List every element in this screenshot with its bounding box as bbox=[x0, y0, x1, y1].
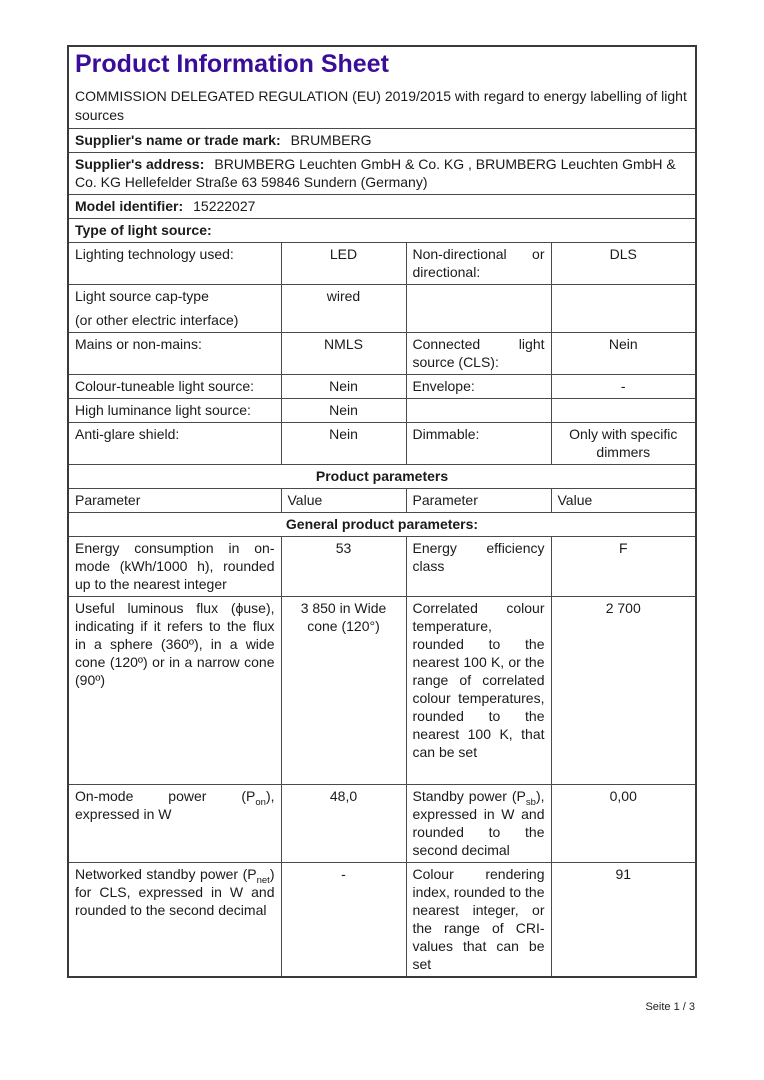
table-row bbox=[68, 243, 696, 285]
value-cell: 53 bbox=[281, 537, 406, 597]
value-cell: 0,00 bbox=[551, 785, 696, 863]
value-cell: DLS bbox=[551, 243, 696, 285]
param-cell: Anti-glare shield: bbox=[68, 423, 281, 465]
param-text: Standby power (P bbox=[412, 788, 526, 804]
value-cell: 48,0 bbox=[281, 785, 406, 863]
product-parameters-heading-row bbox=[68, 465, 696, 489]
table-row bbox=[68, 863, 696, 978]
type-of-light-source-heading: Type of light source: bbox=[68, 219, 696, 243]
supplier-address-label: Supplier's address: bbox=[75, 156, 205, 172]
model-identifier-cell bbox=[68, 195, 696, 219]
table-row bbox=[68, 399, 696, 423]
supplier-name-row bbox=[68, 129, 696, 153]
column-header-value-2: Value bbox=[551, 489, 696, 513]
param-cell: Lighting technology used: bbox=[68, 243, 281, 285]
param-cell: Colour-tuneable light source: bbox=[68, 375, 281, 399]
value-cell: Nein bbox=[281, 375, 406, 399]
value-cell: 2 700 bbox=[551, 597, 696, 785]
value-cell: Nein bbox=[551, 333, 696, 375]
param-cell bbox=[68, 863, 281, 978]
table-row bbox=[68, 597, 696, 785]
param-cell bbox=[68, 285, 281, 333]
value-cell: 91 bbox=[551, 863, 696, 978]
param-cell: Energy efficiency class bbox=[406, 537, 551, 597]
column-header-parameter-1: Parameter bbox=[68, 489, 281, 513]
param-text: Networked standby power (P bbox=[75, 866, 257, 882]
param-cell bbox=[406, 785, 551, 863]
product-parameters-heading: Product parameters bbox=[68, 465, 696, 489]
model-identifier-label: Model identifier: bbox=[75, 198, 184, 214]
param-subscript: sb bbox=[525, 796, 536, 808]
title-cell bbox=[68, 46, 696, 129]
product-information-sheet bbox=[67, 45, 695, 978]
regulation-subtitle: COMMISSION DELEGATED REGULATION (EU) 2019/2015 with regard to energy labelling of light sources bbox=[75, 88, 687, 123]
column-header-parameter-2: Parameter bbox=[406, 489, 551, 513]
value-cell: Nein bbox=[281, 423, 406, 465]
model-identifier-row bbox=[68, 195, 696, 219]
table-row bbox=[68, 333, 696, 375]
supplier-address-row bbox=[68, 153, 696, 195]
table-row bbox=[68, 785, 696, 863]
type-heading-row bbox=[68, 219, 696, 243]
param-cell: Colour rendering index, rounded to the nearest integer, or the range of CRI-values that can be set bbox=[406, 863, 551, 978]
table-row bbox=[68, 375, 696, 399]
param-cell bbox=[68, 785, 281, 863]
table-row bbox=[68, 423, 696, 465]
value-cell: NMLS bbox=[281, 333, 406, 375]
supplier-address-value: BRUMBERG Leuchten GmbH & Co. KG , BRUMBERG Leuchten GmbH & Co. KG Hellefelder Straße 63 59846 Sundern (Germany) bbox=[75, 156, 676, 190]
param-cell bbox=[406, 399, 551, 423]
param-cell bbox=[406, 285, 551, 333]
value-cell: F bbox=[551, 537, 696, 597]
param-text: ) for CLS, expressed in W and rounded to the second decimal bbox=[75, 866, 275, 918]
product-info-table bbox=[67, 45, 697, 978]
column-header-value-1: Value bbox=[281, 489, 406, 513]
value-cell: LED bbox=[281, 243, 406, 285]
param-cell: Envelope: bbox=[406, 375, 551, 399]
param-cell: Mains or non-mains: bbox=[68, 333, 281, 375]
param-cell: Useful luminous flux (ϕuse), indicating if it refers to the flux in a sphere (360º), in a wide cone (120º) or in a narrow cone (90º) bbox=[68, 597, 281, 785]
table-row bbox=[68, 537, 696, 597]
param-cell: Dimmable: bbox=[406, 423, 551, 465]
value-cell: Only with specific dimmers bbox=[551, 423, 696, 465]
param-text: ), expressed in W bbox=[75, 788, 275, 822]
supplier-name-value: BRUMBERG bbox=[290, 132, 372, 148]
param-cell: Non-directional or directional: bbox=[406, 243, 551, 285]
value-cell: - bbox=[281, 863, 406, 978]
value-cell: - bbox=[551, 375, 696, 399]
supplier-name-label: Supplier's name or trade mark: bbox=[75, 132, 281, 148]
general-product-parameters-heading: General product parameters: bbox=[68, 513, 696, 537]
page-number: Seite 1 / 3 bbox=[645, 1001, 695, 1013]
value-cell bbox=[551, 399, 696, 423]
supplier-name-cell bbox=[68, 129, 696, 153]
value-cell: Nein bbox=[281, 399, 406, 423]
title-row bbox=[68, 46, 696, 129]
cap-type-line1: Light source cap-type bbox=[75, 288, 209, 304]
value-cell: 3 850 in Wide cone (120°) bbox=[281, 597, 406, 785]
model-identifier-value: 15222027 bbox=[193, 198, 256, 214]
value-cell bbox=[551, 285, 696, 333]
param-cell: Energy consumption in on-mode (kWh/1000 h), rounded up to the nearest integer bbox=[68, 537, 281, 597]
column-header-row bbox=[68, 489, 696, 513]
param-text: On-mode power (P bbox=[75, 788, 256, 804]
param-subscript: net bbox=[256, 874, 270, 886]
param-cell: High luminance light source: bbox=[68, 399, 281, 423]
param-subscript: on bbox=[255, 796, 266, 808]
table-row bbox=[68, 285, 696, 333]
cap-type-line2: (or other electric interface) bbox=[75, 312, 239, 328]
param-cell: Connected light source (CLS): bbox=[406, 333, 551, 375]
page-title: Product Information Sheet bbox=[75, 50, 389, 78]
param-text: ), expressed in W and rounded to the second decimal bbox=[412, 788, 545, 858]
value-cell: wired bbox=[281, 285, 406, 333]
param-cell: Correlated colour temperature, rounded to the nearest 100 K, or the range of correlated colour temperatures, rounded to the nearest 100 K, that can be set bbox=[406, 597, 551, 785]
supplier-address-cell bbox=[68, 153, 696, 195]
general-parameters-heading-row bbox=[68, 513, 696, 537]
